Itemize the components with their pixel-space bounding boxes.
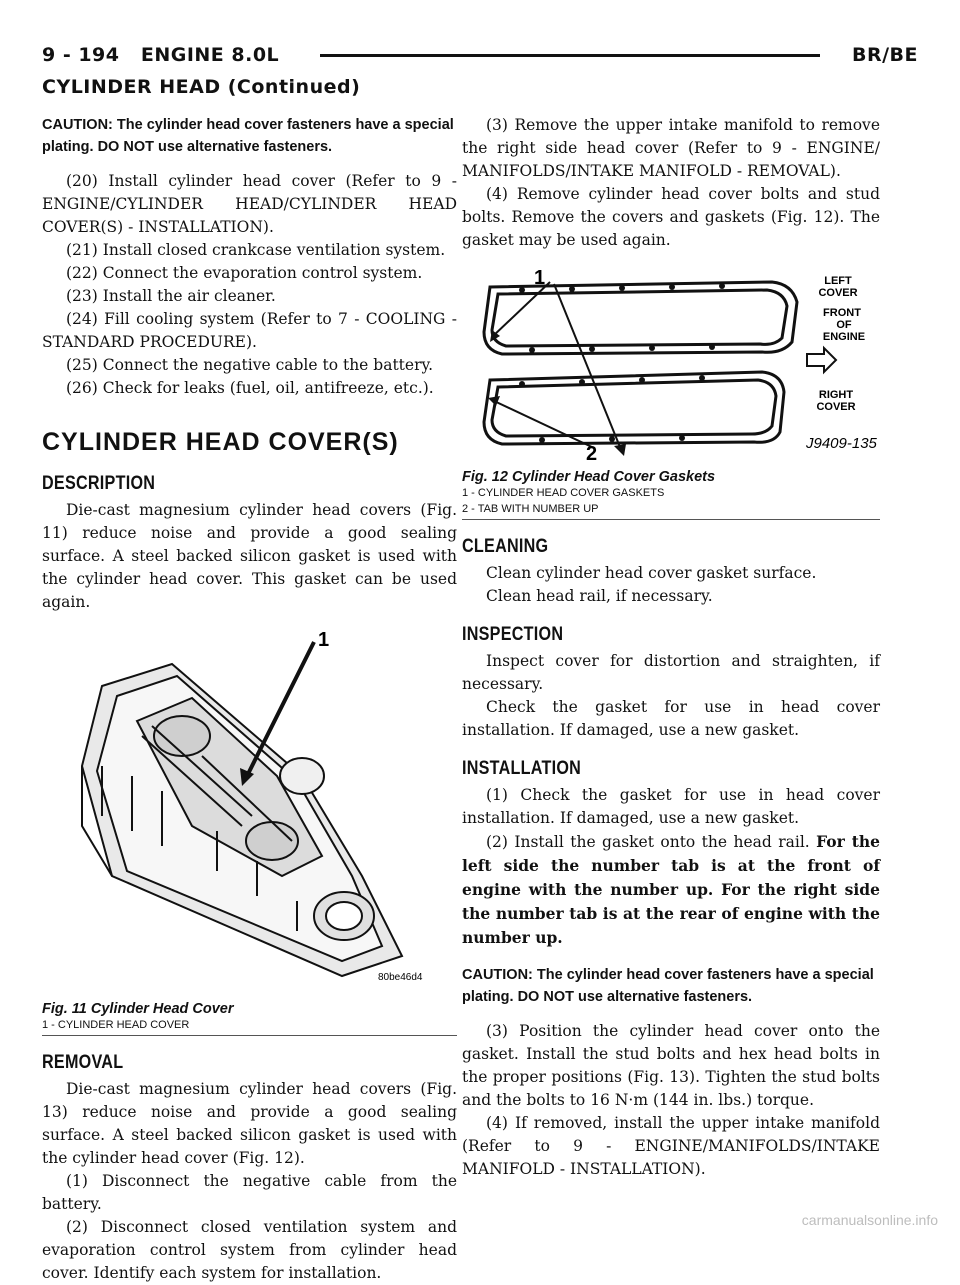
gaskets-illustration (462, 262, 880, 462)
fig12-code: J9409-135 (806, 435, 877, 452)
step: (21) Install closed crankcase ventilation system. (66, 241, 446, 259)
page-header (42, 42, 918, 70)
step: (4) If removed, install the upper intake manifold (Refer to 9 - ENGINE/MANIFOLDS/INTAKE MANIFOLD - INSTALLATION). (462, 1114, 880, 1178)
header-rule (320, 54, 820, 57)
description-text: Die-cast magnesium cylinder head covers (Fig. 11) reduce noise and provide a good sealing surface. A steel backed silicon gasket is used with the cylinder head cover. This gasket can be used again. (42, 501, 457, 611)
fig11-code: 80be46d4 (378, 972, 423, 983)
step: (25) Connect the negative cable to the battery. (66, 356, 434, 374)
figure-12-caption: Fig. 12 Cylinder Head Cover Gaskets (462, 469, 716, 485)
cleaning-heading: CLEANING (462, 536, 549, 557)
watermark: carmanualsonline.info (801, 1212, 938, 1228)
step: (24) Fill cooling system (Refer to 7 - COOLING - STANDARD PROCEDURE). (42, 310, 457, 351)
label-front: ENGINE (822, 331, 866, 343)
left-column (42, 114, 457, 1285)
figure-12-legend-2: 2 - TAB WITH NUMBER UP (462, 503, 599, 515)
figure-12-legend-1: 1 - CYLINDER HEAD COVER GASKETS (462, 487, 665, 499)
header-model-code: BR/BE (851, 44, 918, 66)
label-front: FRONT (823, 307, 861, 319)
section-title: CYLINDER HEAD COVER(S) (42, 428, 399, 456)
description-heading: DESCRIPTION (42, 473, 156, 494)
figure-rule (42, 1035, 457, 1036)
right-column (462, 114, 880, 1181)
figure-rule (462, 519, 880, 520)
step: (2) Disconnect closed ventilation system and evaporation control system from cylinder head cover. Identify each system for installation. (42, 1218, 457, 1282)
header-page-section: 9 - 194 ENGINE 8.0L (42, 44, 280, 66)
figure-11 (42, 626, 457, 1036)
step-text: (2) Install the gasket onto the head rail. (486, 833, 817, 851)
label-left: COVER (818, 287, 858, 299)
step (462, 830, 880, 950)
step-emphasis: For the left side the number tab is at the front of engine with the number up. For the right side the number tab is at the rear of engine with the number up. (462, 832, 880, 947)
removal-text: Die-cast magnesium cylinder head covers (Fig. 13) reduce noise and provide a good sealing surface. A steel backed silicon gasket is used with the cylinder head cover (Fig. 12). (42, 1080, 457, 1167)
installation-heading: INSTALLATION (462, 758, 582, 779)
step: (4) Remove cylinder head cover bolts and stud bolts. Remove the covers and gaskets (Fig. 12). The gasket may be used again. (462, 185, 880, 249)
inspection-heading: INSPECTION (462, 624, 564, 645)
fig12-callout-1: 1 (534, 267, 546, 289)
caution-note: CAUTION: The cylinder head cover fasteners have a special plating. DO NOT use alternative fasteners. (42, 117, 454, 155)
front-arrow-icon (807, 348, 836, 372)
removal-heading: REMOVAL (42, 1052, 124, 1073)
step: Clean cylinder head cover gasket surface. (486, 564, 817, 582)
step: Check the gasket for use in head cover installation. If damaged, use a new gasket. (462, 698, 880, 739)
fig12-callout-2: 2 (586, 443, 598, 462)
step: (1) Disconnect the negative cable from the battery. (42, 1172, 457, 1213)
step: (22) Connect the evaporation control system. (66, 264, 423, 282)
figure-11-legend: 1 - CYLINDER HEAD COVER (42, 1019, 190, 1031)
step: (3) Position the cylinder head cover onto the gasket. Install the stud bolts and hex head bolts in the proper positions (Fig. 13). Tighten the stud bolts and the bolts to 16 N·m (144 in. lbs.) torque. (462, 1022, 880, 1109)
step: (26) Check for leaks (fuel, oil, antifreeze, etc.). (66, 379, 434, 397)
cylinder-head-cover-illustration (42, 626, 457, 994)
figure-12 (462, 262, 880, 520)
label-right: COVER (816, 401, 856, 413)
step: Clean head rail, if necessary. (486, 587, 713, 605)
step: (3) Remove the upper intake manifold to remove the right side head cover (Refer to 9 - ENGINE/ MANIFOLDS/INTAKE MANIFOLD - REMOVAL). (462, 116, 880, 180)
label-front: OF (836, 319, 852, 331)
figure-11-caption: Fig. 11 Cylinder Head Cover (42, 1001, 234, 1017)
continued-title: CYLINDER HEAD (Continued) (42, 76, 361, 98)
step: (23) Install the air cleaner. (66, 287, 276, 305)
label-left: LEFT (824, 275, 852, 287)
fig11-callout-1: 1 (318, 629, 330, 651)
label-right: RIGHT (818, 389, 854, 401)
step: Inspect cover for distortion and straighten, if necessary. (462, 652, 880, 693)
step: (20) Install cylinder head cover (Refer to 9 - ENGINE/CYLINDER HEAD/CYLINDER HEAD COVER(S) - INSTALLATION). (42, 172, 457, 236)
caution-note: CAUTION: The cylinder head cover fasteners have a special plating. DO NOT use alternative fasteners. (462, 967, 874, 1005)
step: (1) Check the gasket for use in head cover installation. If damaged, use a new gasket. (462, 786, 880, 827)
